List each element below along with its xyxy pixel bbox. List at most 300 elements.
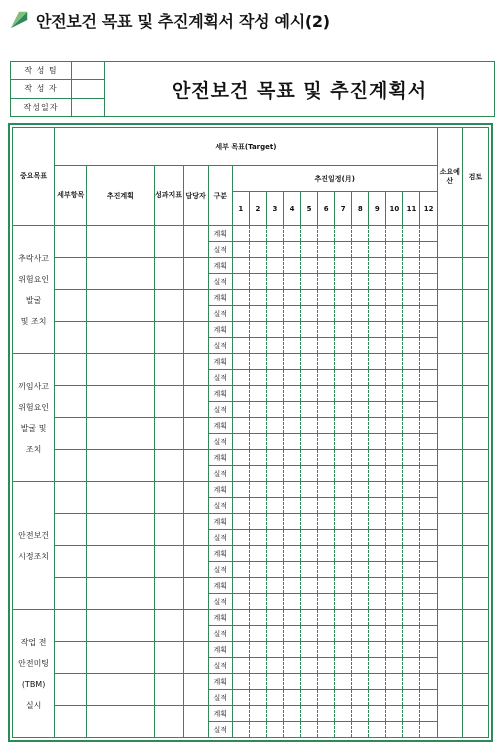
schedule-cell[interactable] xyxy=(283,290,300,306)
schedule-cell[interactable] xyxy=(386,322,403,338)
schedule-cell[interactable] xyxy=(386,450,403,466)
schedule-cell[interactable] xyxy=(266,226,283,242)
schedule-cell[interactable] xyxy=(266,706,283,722)
schedule-cell[interactable] xyxy=(403,466,420,482)
budget-cell[interactable] xyxy=(437,482,462,514)
schedule-cell[interactable] xyxy=(369,290,386,306)
manager-cell[interactable] xyxy=(183,706,208,738)
plan-cell[interactable] xyxy=(87,610,154,642)
schedule-cell[interactable] xyxy=(403,306,420,322)
manager-cell[interactable] xyxy=(183,578,208,610)
schedule-cell[interactable] xyxy=(266,242,283,258)
schedule-cell[interactable] xyxy=(386,354,403,370)
schedule-cell[interactable] xyxy=(420,418,437,434)
schedule-cell[interactable] xyxy=(403,578,420,594)
schedule-cell[interactable] xyxy=(301,514,318,530)
schedule-cell[interactable] xyxy=(420,450,437,466)
schedule-cell[interactable] xyxy=(403,226,420,242)
schedule-cell[interactable] xyxy=(335,594,352,610)
schedule-cell[interactable] xyxy=(266,546,283,562)
schedule-cell[interactable] xyxy=(403,498,420,514)
schedule-cell[interactable] xyxy=(369,514,386,530)
schedule-cell[interactable] xyxy=(420,386,437,402)
review-cell[interactable] xyxy=(462,322,488,354)
schedule-cell[interactable] xyxy=(249,578,266,594)
kpi-cell[interactable] xyxy=(154,514,183,546)
schedule-cell[interactable] xyxy=(420,258,437,274)
schedule-cell[interactable] xyxy=(335,386,352,402)
schedule-cell[interactable] xyxy=(249,642,266,658)
manager-cell[interactable] xyxy=(183,514,208,546)
schedule-cell[interactable] xyxy=(335,258,352,274)
schedule-cell[interactable] xyxy=(352,546,369,562)
schedule-cell[interactable] xyxy=(283,658,300,674)
schedule-cell[interactable] xyxy=(420,690,437,706)
schedule-cell[interactable] xyxy=(232,450,249,466)
schedule-cell[interactable] xyxy=(232,418,249,434)
schedule-cell[interactable] xyxy=(249,418,266,434)
schedule-cell[interactable] xyxy=(318,674,335,690)
schedule-cell[interactable] xyxy=(352,722,369,738)
writer-value[interactable] xyxy=(72,80,105,98)
budget-cell[interactable] xyxy=(437,642,462,674)
schedule-cell[interactable] xyxy=(232,482,249,498)
schedule-cell[interactable] xyxy=(335,674,352,690)
schedule-cell[interactable] xyxy=(283,706,300,722)
schedule-cell[interactable] xyxy=(386,402,403,418)
schedule-cell[interactable] xyxy=(352,658,369,674)
schedule-cell[interactable] xyxy=(301,562,318,578)
schedule-cell[interactable] xyxy=(301,242,318,258)
schedule-cell[interactable] xyxy=(301,594,318,610)
plan-cell[interactable] xyxy=(87,290,154,322)
schedule-cell[interactable] xyxy=(420,482,437,498)
schedule-cell[interactable] xyxy=(232,386,249,402)
schedule-cell[interactable] xyxy=(249,706,266,722)
schedule-cell[interactable] xyxy=(301,274,318,290)
schedule-cell[interactable] xyxy=(335,466,352,482)
detail-item-cell[interactable] xyxy=(55,578,87,610)
schedule-cell[interactable] xyxy=(420,706,437,722)
schedule-cell[interactable] xyxy=(335,610,352,626)
schedule-cell[interactable] xyxy=(420,402,437,418)
schedule-cell[interactable] xyxy=(352,674,369,690)
schedule-cell[interactable] xyxy=(420,674,437,690)
schedule-cell[interactable] xyxy=(232,226,249,242)
schedule-cell[interactable] xyxy=(283,562,300,578)
schedule-cell[interactable] xyxy=(301,482,318,498)
schedule-cell[interactable] xyxy=(352,482,369,498)
schedule-cell[interactable] xyxy=(403,338,420,354)
schedule-cell[interactable] xyxy=(335,290,352,306)
schedule-cell[interactable] xyxy=(232,562,249,578)
schedule-cell[interactable] xyxy=(335,658,352,674)
schedule-cell[interactable] xyxy=(249,626,266,642)
detail-item-cell[interactable] xyxy=(55,450,87,482)
schedule-cell[interactable] xyxy=(318,306,335,322)
schedule-cell[interactable] xyxy=(386,690,403,706)
schedule-cell[interactable] xyxy=(249,466,266,482)
schedule-cell[interactable] xyxy=(386,626,403,642)
schedule-cell[interactable] xyxy=(283,306,300,322)
schedule-cell[interactable] xyxy=(386,290,403,306)
schedule-cell[interactable] xyxy=(249,610,266,626)
schedule-cell[interactable] xyxy=(301,450,318,466)
budget-cell[interactable] xyxy=(437,258,462,290)
schedule-cell[interactable] xyxy=(301,658,318,674)
kpi-cell[interactable] xyxy=(154,674,183,706)
plan-cell[interactable] xyxy=(87,482,154,514)
schedule-cell[interactable] xyxy=(301,466,318,482)
detail-item-cell[interactable] xyxy=(55,610,87,642)
plan-cell[interactable] xyxy=(87,418,154,450)
schedule-cell[interactable] xyxy=(232,466,249,482)
schedule-cell[interactable] xyxy=(301,226,318,242)
schedule-cell[interactable] xyxy=(283,226,300,242)
schedule-cell[interactable] xyxy=(301,690,318,706)
schedule-cell[interactable] xyxy=(352,338,369,354)
schedule-cell[interactable] xyxy=(403,482,420,498)
schedule-cell[interactable] xyxy=(420,466,437,482)
schedule-cell[interactable] xyxy=(232,626,249,642)
schedule-cell[interactable] xyxy=(301,322,318,338)
schedule-cell[interactable] xyxy=(283,274,300,290)
schedule-cell[interactable] xyxy=(352,562,369,578)
plan-cell[interactable] xyxy=(87,578,154,610)
schedule-cell[interactable] xyxy=(249,258,266,274)
schedule-cell[interactable] xyxy=(232,658,249,674)
review-cell[interactable] xyxy=(462,546,488,578)
schedule-cell[interactable] xyxy=(386,658,403,674)
team-value[interactable] xyxy=(72,62,105,80)
schedule-cell[interactable] xyxy=(335,402,352,418)
schedule-cell[interactable] xyxy=(369,258,386,274)
schedule-cell[interactable] xyxy=(318,434,335,450)
schedule-cell[interactable] xyxy=(283,530,300,546)
review-cell[interactable] xyxy=(462,226,488,258)
schedule-cell[interactable] xyxy=(352,226,369,242)
schedule-cell[interactable] xyxy=(403,354,420,370)
schedule-cell[interactable] xyxy=(301,354,318,370)
budget-cell[interactable] xyxy=(437,290,462,322)
schedule-cell[interactable] xyxy=(403,642,420,658)
schedule-cell[interactable] xyxy=(266,610,283,626)
schedule-cell[interactable] xyxy=(335,626,352,642)
schedule-cell[interactable] xyxy=(266,482,283,498)
schedule-cell[interactable] xyxy=(386,370,403,386)
schedule-cell[interactable] xyxy=(335,338,352,354)
schedule-cell[interactable] xyxy=(249,514,266,530)
review-cell[interactable] xyxy=(462,418,488,450)
schedule-cell[interactable] xyxy=(369,402,386,418)
kpi-cell[interactable] xyxy=(154,290,183,322)
schedule-cell[interactable] xyxy=(301,306,318,322)
kpi-cell[interactable] xyxy=(154,226,183,258)
schedule-cell[interactable] xyxy=(249,290,266,306)
kpi-cell[interactable] xyxy=(154,322,183,354)
review-cell[interactable] xyxy=(462,450,488,482)
schedule-cell[interactable] xyxy=(369,626,386,642)
schedule-cell[interactable] xyxy=(318,658,335,674)
schedule-cell[interactable] xyxy=(403,434,420,450)
schedule-cell[interactable] xyxy=(352,370,369,386)
schedule-cell[interactable] xyxy=(369,322,386,338)
schedule-cell[interactable] xyxy=(386,530,403,546)
schedule-cell[interactable] xyxy=(352,610,369,626)
schedule-cell[interactable] xyxy=(232,642,249,658)
schedule-cell[interactable] xyxy=(335,482,352,498)
schedule-cell[interactable] xyxy=(420,290,437,306)
schedule-cell[interactable] xyxy=(352,290,369,306)
manager-cell[interactable] xyxy=(183,354,208,386)
budget-cell[interactable] xyxy=(437,386,462,418)
schedule-cell[interactable] xyxy=(283,498,300,514)
schedule-cell[interactable] xyxy=(232,290,249,306)
schedule-cell[interactable] xyxy=(403,402,420,418)
schedule-cell[interactable] xyxy=(232,306,249,322)
schedule-cell[interactable] xyxy=(232,498,249,514)
kpi-cell[interactable] xyxy=(154,386,183,418)
schedule-cell[interactable] xyxy=(266,258,283,274)
schedule-cell[interactable] xyxy=(283,546,300,562)
schedule-cell[interactable] xyxy=(335,530,352,546)
schedule-cell[interactable] xyxy=(352,530,369,546)
schedule-cell[interactable] xyxy=(232,402,249,418)
schedule-cell[interactable] xyxy=(352,690,369,706)
plan-cell[interactable] xyxy=(87,674,154,706)
schedule-cell[interactable] xyxy=(420,434,437,450)
review-cell[interactable] xyxy=(462,482,488,514)
kpi-cell[interactable] xyxy=(154,706,183,738)
schedule-cell[interactable] xyxy=(335,370,352,386)
schedule-cell[interactable] xyxy=(266,370,283,386)
schedule-cell[interactable] xyxy=(266,322,283,338)
manager-cell[interactable] xyxy=(183,610,208,642)
schedule-cell[interactable] xyxy=(420,322,437,338)
schedule-cell[interactable] xyxy=(369,546,386,562)
schedule-cell[interactable] xyxy=(283,258,300,274)
schedule-cell[interactable] xyxy=(352,354,369,370)
schedule-cell[interactable] xyxy=(266,594,283,610)
schedule-cell[interactable] xyxy=(283,722,300,738)
review-cell[interactable] xyxy=(462,610,488,642)
detail-item-cell[interactable] xyxy=(55,258,87,290)
schedule-cell[interactable] xyxy=(369,706,386,722)
schedule-cell[interactable] xyxy=(232,322,249,338)
kpi-cell[interactable] xyxy=(154,354,183,386)
schedule-cell[interactable] xyxy=(369,466,386,482)
schedule-cell[interactable] xyxy=(352,402,369,418)
schedule-cell[interactable] xyxy=(352,578,369,594)
schedule-cell[interactable] xyxy=(386,674,403,690)
schedule-cell[interactable] xyxy=(352,450,369,466)
schedule-cell[interactable] xyxy=(249,306,266,322)
schedule-cell[interactable] xyxy=(318,450,335,466)
detail-item-cell[interactable] xyxy=(55,354,87,386)
schedule-cell[interactable] xyxy=(369,658,386,674)
schedule-cell[interactable] xyxy=(249,274,266,290)
schedule-cell[interactable] xyxy=(335,722,352,738)
schedule-cell[interactable] xyxy=(420,562,437,578)
schedule-cell[interactable] xyxy=(283,402,300,418)
schedule-cell[interactable] xyxy=(386,514,403,530)
detail-item-cell[interactable] xyxy=(55,674,87,706)
schedule-cell[interactable] xyxy=(352,498,369,514)
schedule-cell[interactable] xyxy=(335,562,352,578)
detail-item-cell[interactable] xyxy=(55,290,87,322)
schedule-cell[interactable] xyxy=(352,626,369,642)
schedule-cell[interactable] xyxy=(266,450,283,466)
schedule-cell[interactable] xyxy=(369,450,386,466)
schedule-cell[interactable] xyxy=(420,530,437,546)
budget-cell[interactable] xyxy=(437,354,462,386)
kpi-cell[interactable] xyxy=(154,610,183,642)
manager-cell[interactable] xyxy=(183,290,208,322)
budget-cell[interactable] xyxy=(437,514,462,546)
schedule-cell[interactable] xyxy=(232,706,249,722)
schedule-cell[interactable] xyxy=(403,370,420,386)
kpi-cell[interactable] xyxy=(154,546,183,578)
schedule-cell[interactable] xyxy=(301,578,318,594)
schedule-cell[interactable] xyxy=(403,658,420,674)
schedule-cell[interactable] xyxy=(283,674,300,690)
schedule-cell[interactable] xyxy=(369,594,386,610)
schedule-cell[interactable] xyxy=(318,626,335,642)
kpi-cell[interactable] xyxy=(154,450,183,482)
schedule-cell[interactable] xyxy=(232,530,249,546)
schedule-cell[interactable] xyxy=(386,706,403,722)
schedule-cell[interactable] xyxy=(420,514,437,530)
schedule-cell[interactable] xyxy=(301,370,318,386)
schedule-cell[interactable] xyxy=(266,626,283,642)
review-cell[interactable] xyxy=(462,514,488,546)
plan-cell[interactable] xyxy=(87,386,154,418)
schedule-cell[interactable] xyxy=(420,338,437,354)
kpi-cell[interactable] xyxy=(154,578,183,610)
plan-cell[interactable] xyxy=(87,642,154,674)
detail-item-cell[interactable] xyxy=(55,322,87,354)
schedule-cell[interactable] xyxy=(369,306,386,322)
schedule-cell[interactable] xyxy=(232,434,249,450)
manager-cell[interactable] xyxy=(183,258,208,290)
schedule-cell[interactable] xyxy=(232,354,249,370)
schedule-cell[interactable] xyxy=(386,418,403,434)
schedule-cell[interactable] xyxy=(283,386,300,402)
schedule-cell[interactable] xyxy=(318,386,335,402)
schedule-cell[interactable] xyxy=(249,354,266,370)
schedule-cell[interactable] xyxy=(283,690,300,706)
schedule-cell[interactable] xyxy=(369,274,386,290)
schedule-cell[interactable] xyxy=(403,418,420,434)
schedule-cell[interactable] xyxy=(369,610,386,626)
schedule-cell[interactable] xyxy=(403,514,420,530)
schedule-cell[interactable] xyxy=(386,482,403,498)
schedule-cell[interactable] xyxy=(420,354,437,370)
schedule-cell[interactable] xyxy=(249,674,266,690)
schedule-cell[interactable] xyxy=(352,386,369,402)
schedule-cell[interactable] xyxy=(318,578,335,594)
schedule-cell[interactable] xyxy=(266,514,283,530)
schedule-cell[interactable] xyxy=(232,258,249,274)
schedule-cell[interactable] xyxy=(232,546,249,562)
schedule-cell[interactable] xyxy=(420,642,437,658)
schedule-cell[interactable] xyxy=(318,258,335,274)
schedule-cell[interactable] xyxy=(386,642,403,658)
kpi-cell[interactable] xyxy=(154,642,183,674)
schedule-cell[interactable] xyxy=(249,450,266,466)
schedule-cell[interactable] xyxy=(386,722,403,738)
detail-item-cell[interactable] xyxy=(55,514,87,546)
detail-item-cell[interactable] xyxy=(55,642,87,674)
schedule-cell[interactable] xyxy=(266,338,283,354)
manager-cell[interactable] xyxy=(183,450,208,482)
schedule-cell[interactable] xyxy=(369,434,386,450)
schedule-cell[interactable] xyxy=(318,546,335,562)
schedule-cell[interactable] xyxy=(403,386,420,402)
plan-cell[interactable] xyxy=(87,258,154,290)
schedule-cell[interactable] xyxy=(318,338,335,354)
schedule-cell[interactable] xyxy=(318,354,335,370)
schedule-cell[interactable] xyxy=(232,674,249,690)
budget-cell[interactable] xyxy=(437,322,462,354)
schedule-cell[interactable] xyxy=(301,674,318,690)
detail-item-cell[interactable] xyxy=(55,386,87,418)
schedule-cell[interactable] xyxy=(403,706,420,722)
schedule-cell[interactable] xyxy=(301,386,318,402)
schedule-cell[interactable] xyxy=(301,258,318,274)
schedule-cell[interactable] xyxy=(249,530,266,546)
budget-cell[interactable] xyxy=(437,450,462,482)
review-cell[interactable] xyxy=(462,642,488,674)
schedule-cell[interactable] xyxy=(369,690,386,706)
schedule-cell[interactable] xyxy=(266,386,283,402)
review-cell[interactable] xyxy=(462,354,488,386)
schedule-cell[interactable] xyxy=(266,274,283,290)
schedule-cell[interactable] xyxy=(283,418,300,434)
schedule-cell[interactable] xyxy=(232,594,249,610)
schedule-cell[interactable] xyxy=(352,434,369,450)
schedule-cell[interactable] xyxy=(283,594,300,610)
schedule-cell[interactable] xyxy=(266,642,283,658)
schedule-cell[interactable] xyxy=(283,450,300,466)
schedule-cell[interactable] xyxy=(403,274,420,290)
schedule-cell[interactable] xyxy=(249,658,266,674)
schedule-cell[interactable] xyxy=(352,274,369,290)
schedule-cell[interactable] xyxy=(301,722,318,738)
schedule-cell[interactable] xyxy=(369,242,386,258)
manager-cell[interactable] xyxy=(183,642,208,674)
schedule-cell[interactable] xyxy=(266,418,283,434)
schedule-cell[interactable] xyxy=(232,722,249,738)
schedule-cell[interactable] xyxy=(335,690,352,706)
schedule-cell[interactable] xyxy=(369,482,386,498)
schedule-cell[interactable] xyxy=(386,578,403,594)
schedule-cell[interactable] xyxy=(386,306,403,322)
plan-cell[interactable] xyxy=(87,706,154,738)
schedule-cell[interactable] xyxy=(403,562,420,578)
schedule-cell[interactable] xyxy=(318,322,335,338)
schedule-cell[interactable] xyxy=(249,722,266,738)
schedule-cell[interactable] xyxy=(318,690,335,706)
plan-cell[interactable] xyxy=(87,322,154,354)
detail-item-cell[interactable] xyxy=(55,706,87,738)
schedule-cell[interactable] xyxy=(249,402,266,418)
schedule-cell[interactable] xyxy=(232,338,249,354)
schedule-cell[interactable] xyxy=(403,322,420,338)
schedule-cell[interactable] xyxy=(386,258,403,274)
schedule-cell[interactable] xyxy=(266,498,283,514)
schedule-cell[interactable] xyxy=(403,690,420,706)
